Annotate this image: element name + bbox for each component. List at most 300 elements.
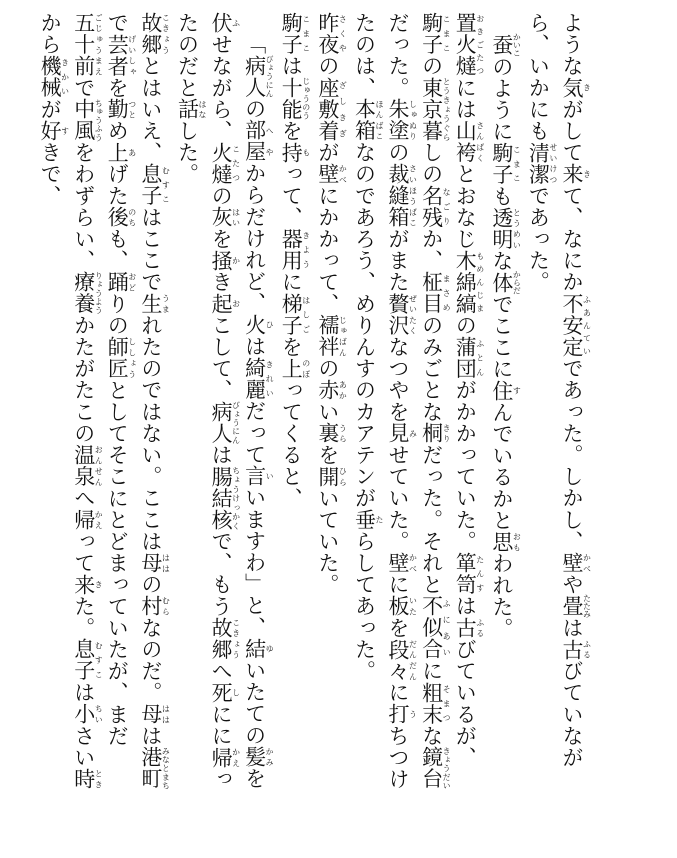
text-run: とおなじ: [453, 163, 478, 250]
furigana: ひら: [338, 465, 348, 488]
ruby-word: [71, 703, 104, 725]
furigana: こきょう: [161, 12, 171, 56]
text-run: を: [209, 228, 234, 250]
furigana: むすこ: [94, 638, 104, 682]
furigana: み: [408, 422, 418, 445]
text-run: びているが、: [453, 638, 478, 769]
text-run: で、もう: [209, 530, 234, 617]
ruby-base: 来: [71, 573, 96, 596]
ruby-base: 好: [38, 120, 63, 142]
ruby-word: [279, 141, 311, 164]
furigana: ひ: [265, 313, 275, 336]
ruby-word: [419, 595, 452, 661]
ruby-word: [386, 552, 418, 574]
ruby-base: 死: [209, 681, 234, 704]
furigana: とうきょうぐら: [442, 76, 452, 142]
text-run: の: [315, 357, 340, 380]
text-run: ったのだと: [175, 12, 234, 790]
furigana: しゅぬり: [408, 98, 418, 142]
ruby-base: 駒子: [489, 142, 514, 186]
text-run: らしてあった。: [352, 530, 377, 682]
text-run: から: [38, 12, 63, 56]
furigana: た: [374, 508, 384, 531]
ruby-base: 勤: [105, 98, 130, 121]
ruby-base: 故郷: [209, 616, 234, 661]
ruby-word: [453, 336, 485, 380]
ruby-base: 箪笥: [453, 552, 478, 596]
text-run: に: [386, 573, 411, 596]
ruby-word: [209, 12, 241, 34]
ruby-word: [526, 141, 558, 185]
furigana: はは: [161, 703, 171, 725]
ruby-base: 透明: [489, 207, 514, 251]
furigana: ちい: [94, 703, 104, 725]
ruby-base: 温泉: [71, 444, 96, 488]
ruby-base: 駒子: [419, 12, 444, 56]
furigana: びょうにん: [231, 400, 241, 445]
ruby-word: [386, 422, 418, 445]
text-run: だった。: [386, 12, 411, 99]
text-run: も: [489, 185, 514, 208]
furigana: きかい: [60, 55, 70, 99]
ruby-base: 赤: [315, 379, 340, 401]
furigana: かいこ: [512, 33, 522, 57]
furigana: き: [582, 163, 592, 185]
ruby-base: 火: [242, 313, 267, 336]
ruby-word: [209, 141, 241, 185]
furigana: むら: [161, 595, 171, 617]
furigana: き: [94, 573, 104, 596]
furigana: ふる: [582, 638, 592, 661]
text-run: は: [242, 335, 267, 358]
ruby-word: [386, 292, 418, 337]
ruby-word: [453, 120, 485, 164]
furigana: し: [231, 681, 241, 704]
furigana: き: [582, 76, 592, 99]
ruby-base: 木綿縞: [453, 249, 478, 315]
text-run: かたがたこの: [71, 314, 96, 445]
furigana: へや: [265, 119, 275, 163]
furigana: じゅばん: [338, 314, 348, 358]
text-run: こして、: [209, 314, 234, 401]
text-run: をわずらい、: [71, 141, 96, 272]
text-run: に: [386, 681, 411, 704]
text-run: でここに: [489, 293, 514, 380]
furigana: せいけつ: [548, 141, 558, 185]
ruby-word: [38, 120, 70, 142]
ruby-base: 五十前: [71, 12, 96, 77]
furigana: かえ: [94, 508, 104, 531]
text-run: しの: [419, 141, 444, 185]
text-run: とはいえ、: [138, 55, 163, 164]
ruby-word: [315, 76, 348, 142]
furigana: のち: [127, 206, 137, 229]
furigana: きれい: [265, 357, 275, 401]
furigana: おも: [512, 531, 522, 553]
ruby-word: [419, 12, 452, 56]
text-run: ってくると、: [279, 379, 304, 509]
text-run: ちつけたのは、: [352, 12, 411, 790]
ruby-word: [138, 12, 171, 56]
ruby-word: [105, 206, 137, 229]
text-run: んでいるかと: [489, 401, 514, 532]
furigana: かべ: [582, 552, 592, 574]
ruby-base: 港町: [138, 746, 163, 790]
furigana: ざしきぎ: [338, 76, 348, 142]
text-run: にに: [209, 703, 234, 747]
ruby-base: 結: [242, 637, 267, 660]
text-run: きで、: [38, 141, 63, 207]
furigana: ふ: [231, 12, 241, 34]
furigana: そまつ: [442, 681, 452, 725]
furigana: お: [231, 292, 241, 315]
text-run: き: [209, 271, 234, 293]
furigana: はは: [161, 552, 171, 574]
ruby-base: 言: [242, 465, 267, 487]
ruby-base: 昨夜: [315, 12, 340, 56]
ruby-word: [419, 746, 452, 790]
ruby-base: 帰: [209, 746, 234, 769]
ruby-word: [560, 594, 592, 619]
furigana: ふあんてい: [582, 292, 592, 358]
furigana: あか: [338, 379, 348, 401]
furigana: げいしゃ: [127, 33, 137, 77]
ruby-word: [352, 508, 384, 531]
furigana: かべ: [338, 163, 348, 185]
furigana: じゅうのう: [301, 76, 311, 120]
furigana: いた: [408, 595, 418, 617]
ruby-word: [315, 163, 348, 185]
ruby-word: [419, 681, 452, 725]
furigana: もめんじま: [475, 249, 485, 315]
furigana: とうめい: [512, 207, 522, 251]
ruby-base: 小: [71, 703, 96, 725]
ruby-word: [105, 271, 137, 293]
ruby-base: 東京暮: [419, 76, 444, 142]
ruby-base: 気: [560, 76, 584, 99]
ruby-word: [105, 141, 137, 164]
furigana: なごり: [442, 184, 452, 229]
ruby-word: [419, 422, 452, 445]
ruby-word: [242, 745, 275, 768]
ruby-word: [279, 12, 311, 56]
text-run: に: [419, 660, 444, 682]
text-run: であった。: [526, 184, 551, 293]
furigana: う: [408, 703, 418, 725]
ruby-word: [560, 76, 592, 99]
ruby-base: 機械: [38, 55, 63, 99]
ruby-word: [453, 616, 485, 639]
ruby-base: 後: [105, 206, 130, 229]
text-run: の: [419, 55, 444, 77]
text-run: のように: [489, 55, 514, 143]
ruby-word: [453, 249, 485, 315]
furigana: こたつ: [231, 141, 241, 185]
text-run: には: [453, 76, 478, 121]
ruby-word: [138, 163, 171, 207]
text-run: い: [315, 400, 340, 423]
text-run: のみごとな: [419, 314, 444, 423]
furigana: ゆ: [265, 637, 275, 660]
ruby-word: [71, 444, 104, 488]
ruby-word: [138, 552, 171, 574]
text-run: だって: [242, 400, 267, 466]
ruby-base: 息子: [71, 638, 96, 682]
ruby-word: [71, 768, 104, 790]
furigana: かみ: [265, 745, 275, 768]
ruby-base: 持: [279, 141, 304, 164]
ruby-word: [419, 184, 452, 229]
text-run: いていた。: [315, 487, 340, 596]
text-run: へ: [71, 487, 96, 509]
ruby-base: 芸者: [105, 33, 130, 77]
furigana: はしご: [301, 292, 311, 337]
text-run: が: [38, 98, 63, 121]
ruby-base: 故郷: [138, 12, 163, 56]
text-run: って、: [279, 163, 304, 229]
ruby-word: [560, 638, 592, 661]
ruby-base: 置火燵: [453, 12, 478, 77]
furigana: す: [60, 120, 70, 142]
ruby-base: 部屋: [242, 119, 267, 163]
furigana: まさめ: [442, 271, 452, 315]
ruby-word: [209, 292, 241, 315]
ruby-base: 朱塗: [386, 98, 411, 142]
furigana: たたみ: [582, 594, 592, 619]
ruby-base: 駒子: [279, 12, 304, 56]
furigana: あ: [127, 141, 137, 164]
ruby-word: [38, 55, 70, 99]
furigana: はい: [231, 206, 241, 229]
furigana: ふにあい: [442, 595, 452, 661]
text-run: は: [209, 444, 234, 466]
ruby-base: 思: [489, 531, 514, 553]
furigana: むすこ: [161, 163, 171, 207]
ruby-base: 体: [489, 270, 514, 295]
text-run: なのだ。: [138, 616, 163, 704]
ruby-base: 母: [138, 552, 163, 574]
ruby-base: 生: [138, 292, 163, 315]
text-run: した。: [175, 120, 200, 185]
furigana: ちょうけっかく: [231, 465, 241, 531]
paragraph: [310, 12, 347, 792]
text-run: 「: [242, 33, 267, 55]
ruby-base: 襦袢: [315, 314, 340, 358]
ruby-base: 古: [453, 616, 478, 639]
furigana: ごじゅうまえ: [94, 12, 104, 77]
text-run: ような: [560, 12, 584, 77]
paragraph: [274, 12, 311, 792]
ruby-word: [209, 681, 241, 704]
ruby-base: 粗末: [419, 681, 444, 725]
ruby-word: [386, 638, 418, 682]
paragraph: [33, 12, 170, 792]
ruby-base: 村: [138, 595, 163, 617]
ruby-base: 贅沢: [386, 292, 411, 337]
text-run: の: [453, 314, 478, 337]
text-run: は: [138, 724, 163, 747]
ruby-base: 話: [175, 98, 200, 121]
ruby-base: 中風: [71, 98, 96, 142]
furigana: おきごたつ: [475, 12, 485, 77]
ruby-word: [138, 595, 171, 617]
furigana: こまこ: [442, 12, 452, 56]
ruby-word: [386, 98, 418, 142]
text-run: せていた。: [386, 444, 411, 553]
text-run: からだけれど、: [242, 162, 267, 314]
ruby-word: [315, 314, 348, 358]
text-run: を: [105, 76, 130, 99]
ruby-word: [209, 249, 241, 272]
text-run: を: [242, 767, 267, 790]
ruby-base: 壁: [386, 552, 411, 574]
ruby-base: 本箱: [352, 98, 377, 142]
text-run: も、: [105, 228, 130, 272]
ruby-word: [279, 76, 311, 121]
ruby-base: 起: [209, 292, 234, 315]
text-run: で: [105, 12, 130, 34]
ruby-base: 壁: [560, 552, 584, 574]
furigana: こまこ: [512, 142, 522, 186]
ruby-word: [279, 292, 311, 337]
text-run: を: [279, 336, 304, 358]
ruby-word: [386, 595, 418, 617]
text-run: や: [560, 573, 584, 596]
ruby-word: [279, 357, 311, 380]
ruby-word: [386, 703, 418, 725]
furigana: ふとん: [475, 336, 485, 380]
furigana: ちゅうふう: [94, 98, 104, 142]
ruby-word: [138, 292, 171, 315]
ruby-word: [419, 76, 452, 142]
ruby-word: [105, 336, 137, 380]
text-run: を: [279, 120, 304, 142]
furigana: きょうだい: [442, 746, 452, 790]
furigana: ぜいたく: [408, 292, 418, 337]
ruby-word: [209, 616, 241, 661]
text-run: がかかっていた。: [453, 379, 478, 553]
text-run: さい: [71, 724, 96, 769]
furigana: かえ: [231, 746, 241, 769]
furigana: か: [231, 249, 241, 272]
text-run: の: [138, 573, 163, 596]
ruby-base: 来: [560, 163, 584, 185]
furigana: ほんばこ: [374, 98, 384, 142]
text-run: を: [386, 616, 411, 639]
furigana: こきょう: [231, 616, 241, 661]
text-run: な: [419, 724, 444, 747]
ruby-base: 器用: [279, 228, 304, 272]
ruby-base: 病人: [209, 400, 234, 445]
ruby-base: 見: [386, 422, 411, 445]
ruby-base: 段々: [386, 638, 411, 682]
ruby-word: [489, 33, 522, 57]
ruby-base: 板: [386, 595, 411, 617]
ruby-word: [71, 271, 104, 315]
text-run: な: [489, 250, 514, 272]
ruby-base: 裁縫箱: [386, 163, 411, 229]
ruby-base: 裏: [315, 422, 340, 445]
ruby-word: [560, 163, 592, 185]
ruby-base: 住: [489, 379, 514, 402]
text-run: りの: [105, 292, 130, 337]
ruby-word: [560, 552, 592, 574]
ruby-base: 清潔: [526, 141, 551, 185]
text-run: れたのではない。ここは: [138, 314, 163, 553]
text-run: て、なにか: [560, 184, 584, 293]
vertical-text-body: [33, 12, 592, 792]
furigana: とき: [94, 768, 104, 790]
ruby-base: 梯子: [279, 292, 304, 337]
ruby-base: 療養: [71, 271, 96, 315]
furigana: い: [265, 465, 275, 487]
ruby-word: [489, 207, 522, 251]
furigana: たんす: [475, 552, 485, 596]
paragraph: [170, 12, 274, 792]
ruby-word: [138, 703, 171, 725]
ruby-word: [209, 400, 241, 445]
text-run: か、: [419, 228, 444, 272]
furigana: きよう: [301, 228, 311, 272]
furigana: うま: [161, 292, 171, 315]
text-run: われた。: [489, 552, 514, 640]
text-run: いますわ」と、: [242, 486, 267, 638]
ruby-base: 火燵: [209, 141, 234, 185]
text-run: が: [315, 141, 340, 164]
ruby-base: 母: [138, 703, 163, 725]
ruby-base: 桐: [419, 422, 444, 445]
ruby-word: [175, 98, 207, 121]
ruby-word: [315, 379, 348, 401]
ruby-word: [71, 12, 104, 77]
ruby-word: [242, 313, 275, 336]
furigana: ししょう: [127, 336, 137, 380]
ruby-base: 垂: [352, 508, 377, 531]
text-run: がして: [560, 98, 584, 164]
paragraph: [484, 12, 521, 792]
text-run: げた: [105, 163, 130, 207]
ruby-base: 畳: [560, 594, 584, 619]
ruby-base: 座敷着: [315, 76, 340, 142]
ruby-base: 上: [105, 141, 130, 164]
ruby-word: [242, 637, 275, 660]
ruby-base: 上: [279, 357, 304, 380]
text-run: た。: [71, 595, 96, 639]
ruby-base: 掻: [209, 249, 234, 272]
text-run: の: [209, 184, 234, 207]
ruby-word: [105, 33, 137, 77]
text-run: いたての: [242, 659, 267, 746]
ruby-word: [315, 12, 348, 56]
furigana: おんせん: [94, 444, 104, 488]
ruby-word: [242, 465, 275, 487]
text-run: はここで: [138, 206, 163, 293]
text-run: の: [315, 55, 340, 77]
paragraph: [521, 12, 591, 792]
furigana: のぼ: [301, 357, 311, 380]
ruby-word: [71, 508, 104, 531]
text-run: は: [560, 616, 584, 639]
ruby-word: [242, 357, 275, 401]
furigana: びょうにん: [265, 54, 275, 98]
ruby-base: 灰: [209, 206, 234, 229]
ruby-base: 髪: [242, 745, 267, 768]
ruby-word: [489, 379, 522, 402]
furigana: さんばく: [475, 120, 485, 164]
ruby-word: [489, 142, 522, 186]
furigana: ふる: [475, 616, 485, 639]
ruby-base: 帰: [71, 508, 96, 531]
